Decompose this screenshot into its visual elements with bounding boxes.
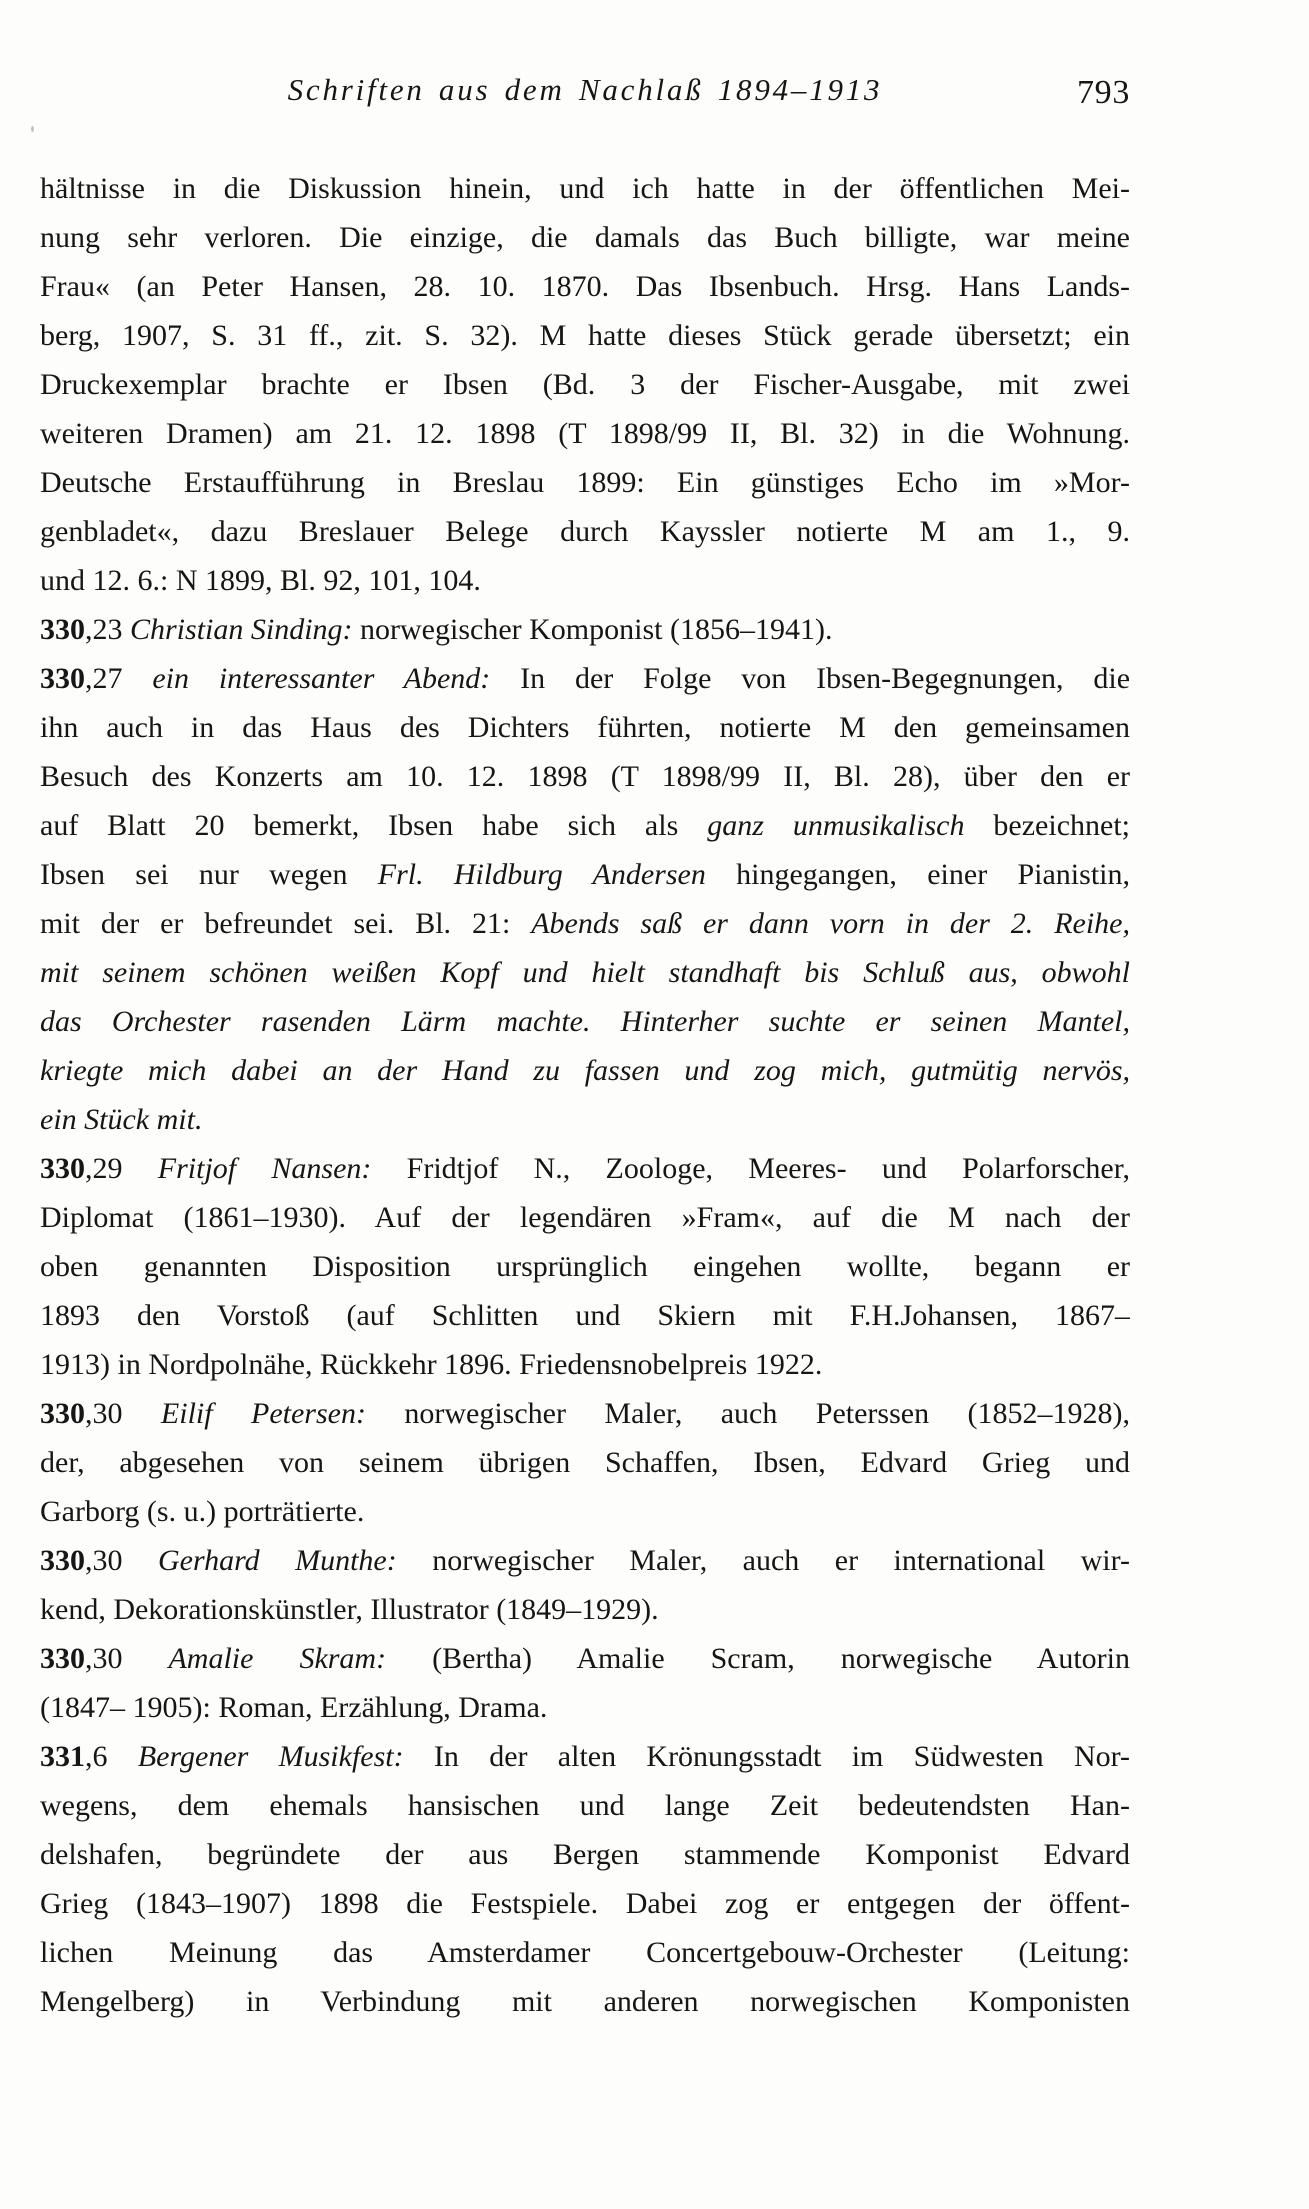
text-line [40, 1879, 1130, 1928]
body-text: Besuch des Konzerts am 10. 12. 1898 (T 1898/99 II, Bl. 28), über den er [40, 760, 1130, 793]
text-line [40, 1046, 1130, 1095]
lemma-ref: 330 [40, 662, 85, 695]
body-text: genbladet«, dazu Breslauer Belege durch Kayssler notierte M am 1., 9. [40, 515, 1130, 548]
body-text: norwegischer Komponist (1856–1941). [352, 613, 833, 646]
body-text: norwegischer Maler, auch er international wir- [396, 1544, 1130, 1577]
text-line [40, 605, 1130, 654]
page-number: 793 [1076, 74, 1130, 111]
text-line [40, 1536, 1130, 1585]
text-line [40, 1242, 1130, 1291]
text-line [40, 1438, 1130, 1487]
italic-text: Fritjof Nansen: [157, 1152, 372, 1185]
body-text: ,6 [85, 1740, 138, 1773]
body-text: Druckexemplar brachte er Ibsen (Bd. 3 der Fischer-Ausgabe, mit zwei [40, 368, 1130, 401]
text-line [40, 1095, 1130, 1144]
running-head-title: Schriften aus dem Nachlaß 1894–1913 [287, 72, 883, 107]
body-text: und 12. 6.: N 1899, Bl. 92, 101, 104. [40, 564, 481, 597]
body-text: 1893 den Vorstoß (auf Schlitten und Skiern mit F.H.Johansen, 1867– [40, 1299, 1130, 1332]
body-text: 1913) in Nordpolnähe, Rückkehr 1896. Friedensnobelpreis 1922. [40, 1348, 823, 1381]
body-text: ,30 [85, 1544, 158, 1577]
body-text: bezeichnet; [964, 809, 1130, 842]
text-line [40, 458, 1130, 507]
italic-text: Frl. Hildburg Andersen [377, 858, 706, 891]
lemma-ref: 330 [40, 1544, 85, 1577]
text-line [40, 801, 1130, 850]
text-line [40, 262, 1130, 311]
text-block [40, 164, 1130, 2026]
text-line [40, 1781, 1130, 1830]
text-line [40, 1634, 1130, 1683]
body-text: lichen Meinung das Amsterdamer Concertgebouw-Orchester (Leitung: [40, 1936, 1130, 1969]
text-line [40, 556, 1130, 605]
italic-text: Amalie Skram: [168, 1642, 387, 1675]
annotation-entry [40, 1634, 1130, 1732]
body-text: hingegangen, einer Pianistin, [705, 858, 1130, 891]
italic-text: Gerhard Munthe: [157, 1544, 397, 1577]
lemma-ref: 330 [40, 1152, 85, 1185]
lemma-ref: 330 [40, 613, 85, 646]
lemma-ref: 330 [40, 1397, 85, 1430]
body-text: nung sehr verloren. Die einzige, die damals das Buch billigte, war meine [40, 221, 1130, 254]
body-text: (Bertha) Amalie Scram, norwegische Autorin [386, 1642, 1130, 1675]
text-line [40, 752, 1130, 801]
body-text: ,23 [85, 613, 130, 646]
text-line [40, 360, 1130, 409]
annotation-entry [40, 164, 1130, 605]
body-text: Deutsche Erstaufführung in Breslau 1899: Ein günstiges Echo im »Mor- [40, 466, 1130, 499]
body-text: Fridtjof N., Zoologe, Meeres- und Polarforscher, [371, 1152, 1130, 1185]
body-text: delshafen, begründete der aus Bergen stammende Komponist Edvard [40, 1838, 1130, 1871]
italic-text: Christian Sinding: [130, 613, 353, 646]
text-line [40, 1487, 1130, 1536]
body-text: (1847– 1905): Roman, Erzählung, Drama. [40, 1691, 548, 1724]
text-line [40, 1585, 1130, 1634]
body-text: In der Folge von Ibsen-Begegnungen, die [490, 662, 1130, 695]
italic-text: kriegte mich dabei an der Hand zu fassen und zog mich, gutmütig nervös, [40, 1054, 1130, 1087]
text-line [40, 1928, 1130, 1977]
italic-text: Eilif Petersen: [160, 1397, 366, 1430]
text-line [40, 703, 1130, 752]
annotation-entry [40, 605, 1130, 654]
scan-artifact [31, 126, 34, 132]
text-line [40, 164, 1130, 213]
annotation-entry [40, 1732, 1130, 2026]
body-text: ,30 [85, 1397, 161, 1430]
italic-text: ganz unmusikalisch [707, 809, 965, 842]
body-text: mit der er befreundet sei. Bl. 21: [40, 907, 532, 940]
body-text: norwegischer Maler, auch Peterssen (1852–1928), [365, 1397, 1130, 1430]
text-line [40, 213, 1130, 262]
body-text: weiteren Dramen) am 21. 12. 1898 (T 1898/99 II, Bl. 32) in die Wohnung. [40, 417, 1130, 450]
body-text: Garborg (s. u.) porträtierte. [40, 1495, 365, 1528]
text-line [40, 311, 1130, 360]
italic-text: Bergener Musikfest: [137, 1740, 404, 1773]
annotation-entry [40, 654, 1130, 1144]
text-line [40, 850, 1130, 899]
body-text: auf Blatt 20 bemerkt, Ibsen habe sich als [40, 809, 708, 842]
text-line [40, 997, 1130, 1046]
body-text: berg, 1907, S. 31 ff., zit. S. 32). M hatte dieses Stück gerade übersetzt; ein [40, 319, 1130, 352]
body-text: Grieg (1843–1907) 1898 die Festspiele. Dabei zog er entgegen der öffent- [40, 1887, 1130, 1920]
body-text: ,30 [85, 1642, 169, 1675]
text-line [40, 654, 1130, 703]
running-head [40, 72, 1130, 124]
text-line [40, 1193, 1130, 1242]
body-text: hältnisse in die Diskussion hinein, und ich hatte in der öffentlichen Mei- [40, 172, 1130, 205]
body-text: ihn auch in das Haus des Dichters führten, notierte M den gemeinsamen [40, 711, 1130, 744]
text-line [40, 1144, 1130, 1193]
body-text: ,29 [85, 1152, 158, 1185]
text-line [40, 1830, 1130, 1879]
body-text: Ibsen sei nur wegen [40, 858, 378, 891]
text-line [40, 1732, 1130, 1781]
body-text: der, abgesehen von seinem übrigen Schaffen, Ibsen, Edvard Grieg und [40, 1446, 1130, 1479]
annotation-entry [40, 1389, 1130, 1536]
body-text: Frau« (an Peter Hansen, 28. 10. 1870. Das Ibsenbuch. Hrsg. Hans Lands- [40, 270, 1130, 303]
text-line [40, 899, 1130, 948]
text-line [40, 1340, 1130, 1389]
body-text: Diplomat (1861–1930). Auf der legendären »Fram«, auf die M nach der [40, 1201, 1130, 1234]
body-text: In der alten Krönungsstadt im Südwesten Nor- [403, 1740, 1130, 1773]
annotation-entry [40, 1536, 1130, 1634]
lemma-ref: 330 [40, 1642, 85, 1675]
text-line [40, 1683, 1130, 1732]
italic-text: mit seinem schönen weißen Kopf und hielt standhaft bis Schluß aus, obwohl [40, 956, 1130, 989]
body-text: kend, Dekorationskünstler, Illustrator (1849–1929). [40, 1593, 659, 1626]
text-line [40, 507, 1130, 556]
body-text: wegens, dem ehemals hansischen und lange Zeit bedeutendsten Han- [40, 1789, 1130, 1822]
lemma-ref: 331 [40, 1740, 85, 1773]
body-text: Mengelberg) in Verbindung mit anderen norwegischen Komponisten [40, 1985, 1130, 2018]
italic-text: ein Stück mit. [40, 1103, 203, 1136]
italic-text: Abends saß er dann vorn in der 2. Reihe, [531, 907, 1130, 940]
text-line [40, 948, 1130, 997]
italic-text: ein interessanter Abend: [152, 662, 491, 695]
text-line [40, 1291, 1130, 1340]
text-line [40, 409, 1130, 458]
italic-text: das Orchester rasenden Lärm machte. Hinterher suchte er seinen Mantel, [40, 1005, 1130, 1038]
body-text: ,27 [85, 662, 153, 695]
text-line [40, 1389, 1130, 1438]
annotation-entry [40, 1144, 1130, 1389]
body-text: oben genannten Disposition ursprünglich eingehen wollte, begann er [40, 1250, 1130, 1283]
text-line [40, 1977, 1130, 2026]
